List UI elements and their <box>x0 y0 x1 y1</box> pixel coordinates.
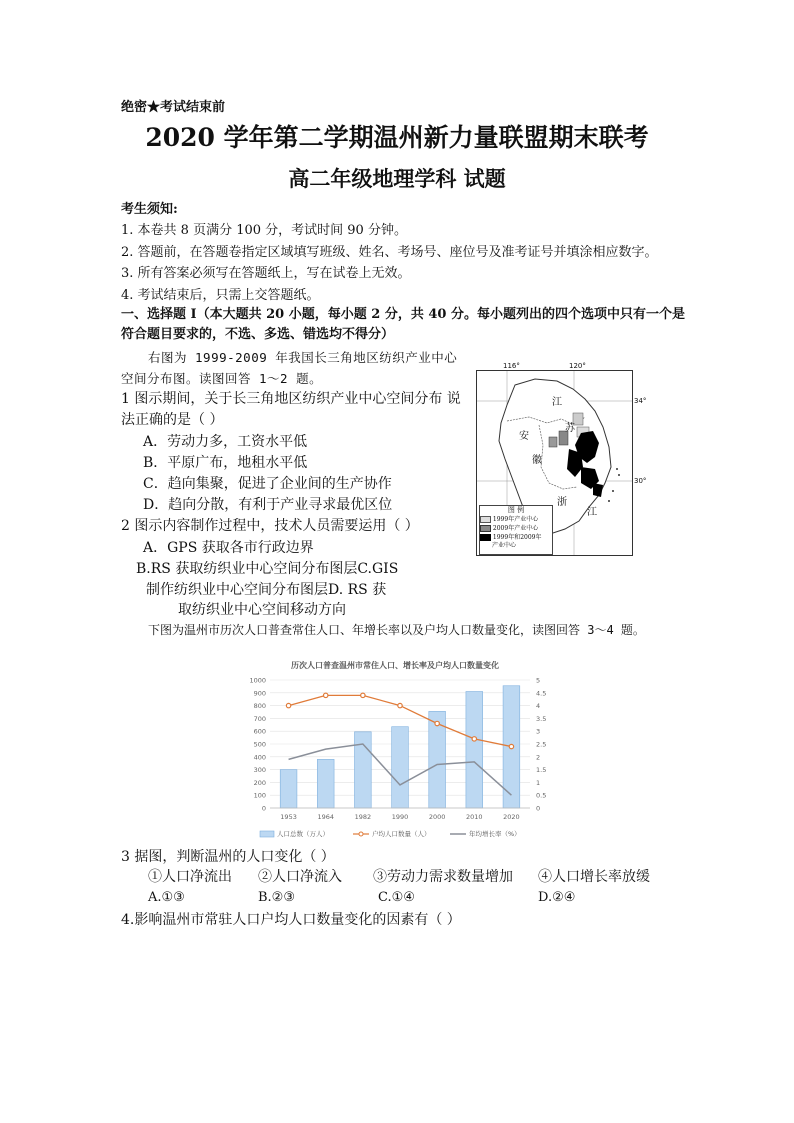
notice-item-2: 2. 答题前，在答题卷指定区域填写班级、姓名、考场号、座位号及准考证号并填涂相应数字。 <box>121 245 658 260</box>
legend-item-1999: 1999年产业中心 <box>480 515 552 524</box>
chart-svg <box>235 655 555 847</box>
population-bar <box>392 727 409 808</box>
household-size-point <box>286 703 290 707</box>
q2-option-a: A．GPS 获取各市行政边界 <box>143 540 314 556</box>
lon-label-120: 120° <box>569 362 586 370</box>
y-right-tick-label: 2.5 <box>536 740 547 749</box>
legend-title: 图 例 <box>507 506 525 514</box>
household-size-point <box>324 693 328 697</box>
lat-label-30: 30° <box>634 477 647 485</box>
q2-option-b-c: B.RS 获取纺织业中心空间分布图层C.GIS <box>136 561 399 577</box>
yangtze-delta-textile-map <box>476 362 647 556</box>
section-heading-line1: 一、选择题 I（本大题共 20 小题，每小题 2 分，共 40 分。每小题列出的四个选项中只有一个是 <box>121 307 685 322</box>
legend-label-growth: 年均增长率（%） <box>469 830 521 838</box>
q1-option-d: D．趋向分散，有利于产业寻求最优区位 <box>143 497 393 513</box>
population-bar <box>317 759 334 808</box>
lat-label-34: 34° <box>634 397 647 405</box>
q1-stem-line1: 1 图示期间，关于长三角地区纺织产业中心空间分布 说 <box>121 391 461 407</box>
x-tick-label: 1982 <box>354 813 372 821</box>
y-left-tick-label: 800 <box>253 702 266 711</box>
q1-option-b: B．平原广布，地租水平低 <box>143 455 308 471</box>
q3-option-c: C.①④ <box>378 890 415 905</box>
y-right-tick-label: 0.5 <box>536 791 547 800</box>
household-size-point <box>472 737 476 741</box>
y-right-tick-label: 1 <box>536 778 541 787</box>
legend-item-2009: 2009年产业中心 <box>480 524 552 533</box>
y-left-tick-label: 1000 <box>249 676 266 685</box>
confidential-mark: 绝密★考试结束前 <box>121 100 226 115</box>
legend-label-population: 人口总数（万人） <box>277 830 329 838</box>
y-right-tick-label: 3.5 <box>536 714 547 723</box>
exam-title: 2020 学年第二学期温州新力量联盟期末联考 <box>145 123 649 152</box>
notice-item-1: 1. 本卷共 8 页满分 100 分，考试时间 90 分钟。 <box>121 223 407 238</box>
x-tick-label: 2000 <box>428 813 446 821</box>
province-label-hui: 徽 <box>532 455 542 466</box>
province-label-an: 安 <box>519 431 529 442</box>
x-tick-label: 1990 <box>391 813 409 821</box>
x-tick-label: 1953 <box>280 813 297 821</box>
legend-item-both-cont: 产业中心 <box>492 542 517 549</box>
intro-q3-4: 下图为温州市历次人口普查常住人口、年增长率以及户均人口数量变化，读图回答 3～4 题。 <box>148 623 645 637</box>
q4-stem: 4.影响温州市常驻人口户均人口数量变化的因素有（ ） <box>121 912 461 928</box>
province-label-zhe: 浙 <box>557 497 567 508</box>
y-right-tick-label: 4.5 <box>536 689 547 698</box>
y-left-tick-label: 0 <box>261 804 266 813</box>
chart-title: 历次人口普查温州市常住人口、增长率及户均人口数量变化 <box>291 661 499 670</box>
province-label-jiang: 江 <box>552 397 562 408</box>
y-right-tick-label: 5 <box>536 676 541 685</box>
household-size-point <box>435 721 439 725</box>
q3-choice-4: ④人口增长率放缓 <box>538 869 650 885</box>
y-right-tick-label: 3 <box>536 727 541 736</box>
y-right-tick-label: 0 <box>536 804 541 813</box>
population-bar <box>280 770 297 808</box>
q1-option-a: A．劳动力多，工资水平低 <box>143 434 308 450</box>
exam-subtitle: 高二年级地理学科 试题 <box>288 166 506 191</box>
y-left-tick-label: 600 <box>253 727 266 736</box>
map-legend <box>479 505 553 555</box>
q3-option-d: D.②④ <box>538 890 576 905</box>
legend-marker-household <box>359 832 363 836</box>
q3-stem: 3 据图，判断温州的人口变化（ ） <box>121 849 335 865</box>
x-tick-label: 2020 <box>503 813 520 821</box>
q2-option-d-cont: 取纺织业中心空间移动方向 <box>178 602 346 618</box>
y-right-tick-label: 2 <box>536 753 541 762</box>
y-right-tick-label: 1.5 <box>536 766 547 775</box>
q3-choice-3: ③劳动力需求数量增加 <box>373 869 513 885</box>
y-left-tick-label: 500 <box>253 740 266 749</box>
population-bar <box>466 692 483 808</box>
q1-option-c: C．趋向集聚，促进了企业间的生产协作 <box>143 476 392 492</box>
y-left-tick-label: 200 <box>253 778 266 787</box>
notice-item-3: 3. 所有答案必须写在答题纸上，写在试卷上无效。 <box>121 266 411 281</box>
y-left-tick-label: 300 <box>253 766 266 775</box>
q3-choice-2: ②人口净流入 <box>258 869 342 885</box>
household-size-point <box>398 703 402 707</box>
y-right-tick-label: 4 <box>536 702 541 711</box>
household-size-point <box>509 744 513 748</box>
y-left-tick-label: 400 <box>253 753 266 762</box>
x-tick-label: 1964 <box>317 813 334 821</box>
lon-label-116: 116° <box>503 362 520 370</box>
q2-option-c-d: 制作纺织业中心空间分布图层D. RS 获 <box>146 582 387 598</box>
x-tick-label: 2010 <box>466 813 483 821</box>
wenzhou-population-chart <box>235 655 555 847</box>
y-left-tick-label: 900 <box>253 689 266 698</box>
household-size-point <box>361 693 365 697</box>
notice-item-4: 4. 考试结束后，只需上交答题纸。 <box>121 288 320 303</box>
q1-stem-line2: 法正确的是（ ） <box>121 412 224 428</box>
y-left-tick-label: 100 <box>253 791 266 800</box>
section-heading-line2: 符合题目要求的，不选、多选、错选均不得分） <box>121 327 395 342</box>
y-left-tick-label: 700 <box>253 714 266 723</box>
province-label-su: 苏 <box>565 423 575 434</box>
legend-swatch-population <box>260 831 274 837</box>
province-label-jiang2: 江 <box>587 507 597 518</box>
q3-choice-1: ①人口净流出 <box>148 869 232 885</box>
legend-label-household: 户均人口数量（人） <box>372 830 431 838</box>
q3-option-b: B.②③ <box>258 890 295 905</box>
intro-q1-2-line2: 空间分布图。读图回答 1～2 题。 <box>121 371 323 386</box>
q2-stem: 2 图示内容制作过程中，技术人员需要运用（ ） <box>121 518 419 534</box>
notice-heading: 考生须知: <box>121 202 178 217</box>
intro-q1-2-line1: 右图为 1999-2009 年我国长三角地区纺织产业中心 <box>148 350 458 365</box>
q3-option-a: A.①③ <box>148 890 185 905</box>
legend-item-both: 1999年和2009年 <box>480 533 552 542</box>
